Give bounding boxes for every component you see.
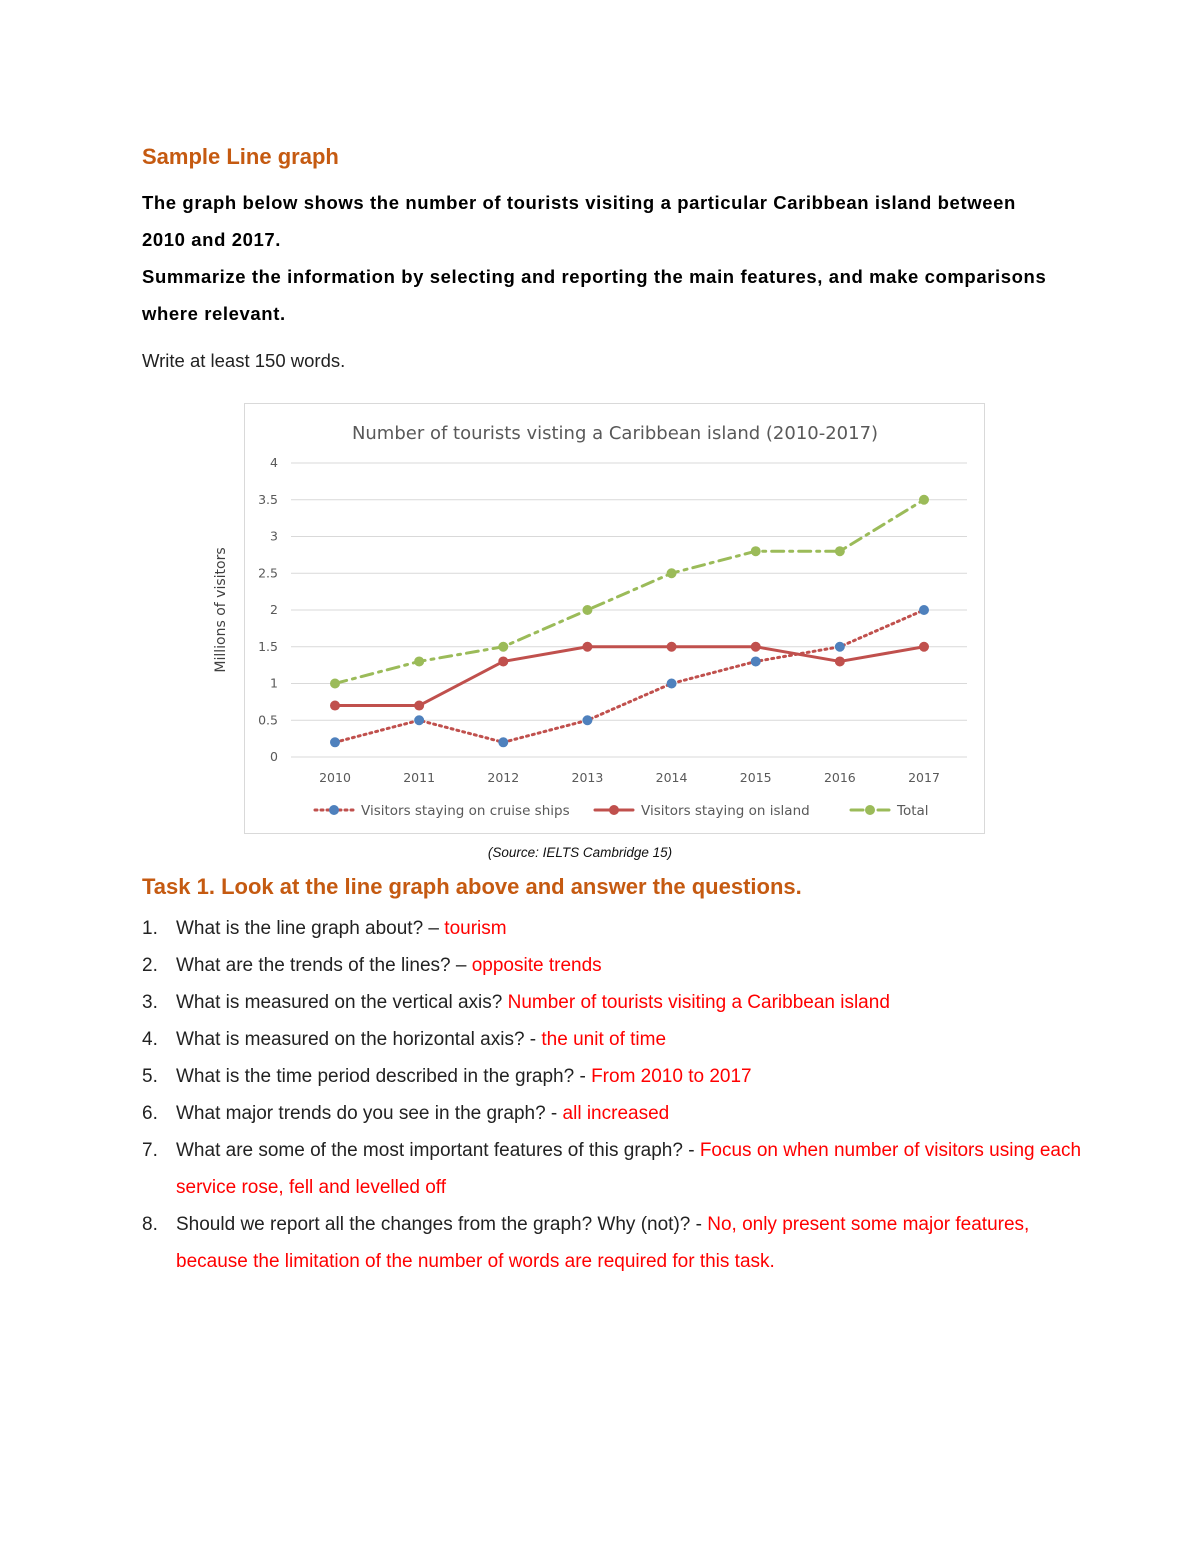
data-point [835,657,844,666]
data-point [331,738,340,747]
word-limit-text: Write at least 150 words. [142,350,346,371]
data-point [583,606,592,615]
legend-marker [610,806,619,815]
data-point [835,642,844,651]
data-point [667,569,676,578]
chart-title: Number of tourists visting a Caribbean island (2010-2017) [351,423,879,444]
answer-text: No, only present some major features, because the limitation of the number of words are required for this task. [176,1214,1030,1272]
data-point [499,657,508,666]
question-item [142,1058,1102,1095]
question-item [142,910,1102,947]
data-point [583,642,592,651]
legend-label: Visitors staying on island [641,803,810,819]
y-tick-label: 2 [270,602,278,617]
question-number: 5. [142,1066,158,1087]
question-list [142,910,1102,1280]
y-tick-label: 0 [270,749,278,764]
y-tick-label: 1.5 [258,638,278,654]
question-text: What major trends do you see in the graph? - [176,1103,563,1124]
data-point [583,716,592,725]
x-tick-label: 2011 [403,770,436,785]
answer-text: From 2010 to 2017 [591,1066,752,1087]
question-text: What is measured on the vertical axis? [176,992,508,1013]
answer-text: Focus on when number of visitors using each service rose, fell and levelled off [176,1140,1082,1198]
instruction-line-2: Summarize the information by selecting and reporting the main features, and make comparisons where relevant. [142,266,1047,324]
legend-marker [330,806,339,815]
answer-text: opposite trends [471,955,602,976]
question-number: 2. [142,955,158,976]
y-tick-label: 0.5 [258,712,278,728]
y-tick-label: 1 [270,675,278,691]
data-point [331,679,340,688]
x-tick-label: 2012 [487,770,520,785]
y-tick-label: 3.5 [258,491,278,507]
question-number: 6. [142,1103,158,1124]
data-point [835,547,844,556]
question-item [142,1021,1102,1058]
series-line [335,500,924,684]
data-point [920,642,929,651]
question-text: What are some of the most important features of this graph? - [176,1140,700,1161]
legend-label: Total [897,803,929,819]
line-chart-svg [213,404,986,835]
data-point [415,701,424,710]
question-text: What is the time period described in the graph? - [176,1066,592,1087]
data-point [415,716,424,725]
legend-label: Visitors staying on cruise ships [361,803,570,819]
x-tick-label: 2014 [655,770,688,785]
question-text: What is measured on the horizontal axis? - [176,1029,542,1050]
question-item [142,1132,1102,1206]
task-title: Task 1. Look at the line graph above and answer the questions. [142,874,802,899]
data-point [751,657,760,666]
y-tick-label: 3 [270,528,278,544]
series-line [335,647,924,706]
x-tick-label: 2010 [319,770,351,785]
data-point [920,495,929,504]
x-tick-label: 2017 [908,770,940,785]
data-point [331,701,340,710]
x-tick-label: 2015 [739,770,772,785]
x-tick-label: 2013 [571,770,604,785]
document-title: Sample Line graph [142,144,339,169]
question-text: What are the trends of the lines? – [176,955,472,976]
data-point [499,738,508,747]
question-item [142,984,1102,1021]
question-number: 8. [142,1214,158,1235]
data-point [499,642,508,651]
data-point [751,547,760,556]
question-number: 3. [142,992,158,1013]
question-number: 4. [142,1029,158,1050]
answer-text: Number of tourists visiting a Caribbean island [507,992,890,1013]
answer-text: tourism [444,918,507,939]
data-point [920,606,929,615]
answer-text: the unit of time [541,1029,667,1050]
data-point [667,642,676,651]
data-point [667,679,676,688]
y-tick-label: 2.5 [258,565,278,581]
question-item [142,1206,1102,1280]
data-point [415,657,424,666]
task-instructions [142,184,1062,332]
question-item [142,1095,1102,1132]
y-tick-label: 4 [270,455,278,470]
line-chart [213,403,985,834]
y-axis-label: Millions of visitors [213,547,229,673]
legend-marker [866,806,875,815]
question-text: What is the line graph about? – [176,918,445,939]
answer-text: all increased [562,1103,670,1124]
instruction-line-1: The graph below shows the number of tourists visiting a particular Caribbean island between 2010 and 2017. [142,192,1016,250]
chart-source: (Source: IELTS Cambridge 15) [487,845,673,860]
question-item [142,947,1102,984]
question-number: 7. [142,1140,158,1161]
question-number: 1. [142,918,158,939]
x-tick-label: 2016 [823,770,856,785]
data-point [751,642,760,651]
question-text: Should we report all the changes from the graph? Why (not)? - [176,1214,708,1235]
